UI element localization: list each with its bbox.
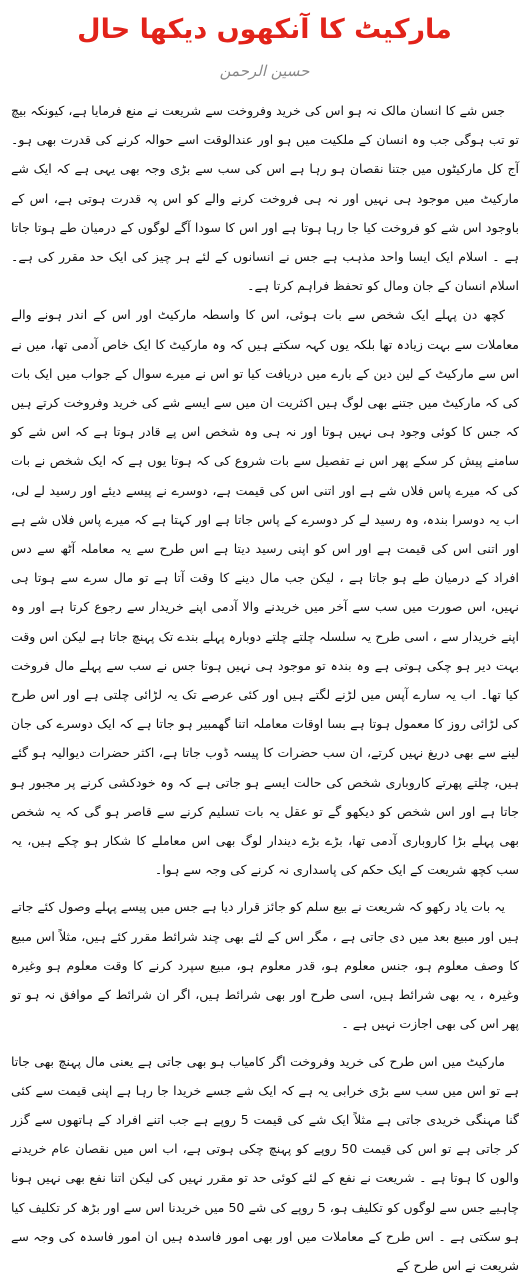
article-title: مارکیٹ کا آنکھوں دیکھا حال (0, 10, 529, 50)
article-body (11, 96, 519, 1280)
paragraph: مارکیٹ میں اس طرح کی خرید وفروخت اگر کامیاب ہو بھی جاتی ہے یعنی مال پہنچ بھی جاتا ہے تو اس میں سب سے بڑی خرابی یہ ہے کہ ایک شے جسے خریدا جا رہا ہے اپنی قیمت سے کئی گنا مہنگی خریدی جاتی ہے مثلاً ایک شے کی قیمت 5 روپے ہے جب اتنے افراد کے ہاتھوں سے گزر کر جاتی ہے تو اس کی قیمت 50 روپے کو پہنچ چکی ہوتی ہے، اب اس میں نقصان عام خریدنے والوں کا ہوتا ہے ۔ شریعت نے نفع کے لئے کوئی حد تو مقرر نہیں کی لیکن اتنا نفع بھی نہیں ہونا چاہیے جس سے لوگوں کو تکلیف ہو، 5 روپے کی شے 50 میں خریدنا اس سے اور بڑھ کر تکلیف کیا ہو سکتی ہے ۔ اس طرح کے معاملات میں اور بھی امور فاسدہ ہیں ان امور فاسدہ کی وجہ سے شریعت نے اس طرح کے (11, 1047, 519, 1280)
paragraph: کچھ دن پہلے ایک شخص سے بات ہوئی، اس کا واسطہ مارکیٹ اور اس کے اندر ہونے والے معاملات سے بہت زیادہ تھا بلکہ یوں کہہ سکتے ہیں کہ وہ مارکیٹ کا ایک خاص آدمی تھا، میں نے اس سے مارکیٹ کے لین دین کے بارے میں دریافت کیا تو اس نے میرے سوال کے جواب میں ایک بات کی کہ مارکیٹ میں جتنے بھی لوگ ہیں اکثریت ان میں سے ایسے شے کی خرید وفروخت کرتے ہیں کہ جس کا کوئی وجود ہی نہیں ہوتا اور نہ ہی وہ شخص اس پے قادر ہوتا ہے کہ اس شے کو سامنے پیش کر سکے پھر اس نے تفصیل سے بات شروع کی کہ ہوتا یوں ہے کہ ایک شخص نے بات کی کہ میرے پاس فلاں شے ہے اور اتنی اس کی قیمت ہے، دوسرے نے پیسے دیئے اور رسید لے لی، اب یہ دوسرا بندہ، وہ رسید لے کر دوسرے کے پاس جاتا ہے اور کہتا ہے کہ میرے پاس فلاں شے ہے اور اتنی اس کی قیمت ہے اور اس کو اپنی رسید دیتا ہے اس طرح سے یہ معاملہ آٹھ سے دس افراد کے درمیان طے ہو جاتا ہے ، لیکن جب مال دینے کا وقت آتا ہے تو مال سرے سے ہوتا ہی نہیں، اس صورت میں سب سے آخر میں خریدنے والا آدمی اپنے خریدار سے رجوع کرتا ہے اور وہ اپنے خریدار سے ، اسی طرح یہ سلسلہ چلتے چلتے دوبارہ پہلے بندے تک پہنچ جاتا ہے لیکن اس وقت بہت دیر ہو چکی ہوتی ہے وہ بندہ تو موجود ہی نہیں ہوتا جس نے سب سے پہلے مال فروخت کیا تھا۔ اب یہ سارے آپس میں لڑنے لگتے ہیں اور کئی عرصے تک یہ لڑائی چلتی ہے اور اس طرح کی لڑائی روز کا معمول ہوتا ہے بسا اوقات معاملہ اتنا گھمبیر ہو جاتا ہے کہ ایک دوسرے کی جان لینے سے بھی دریغ نہیں کرتے، ان سب حضرات کا پیسہ ڈوب جاتا ہے، اکثر حضرات دیوالیہ ہو گئے ہیں، چلتے پھرتے کاروباری شخص کی حالت ایسے ہو جاتی ہے کہ وہ خودکشی کرنے پر مجبور ہو جاتا ہے اور اس شخص کو دیکھو گے تو عقل یہ بات تسلیم کرنے سے قاصر ہو گی کہ یہ شخص بھی پہلے بڑا کاروباری آدمی تھا، بڑے بڑے دیندار لوگ بھی اس معاملے کا شکار ہو چکے ہیں، یہ سب کچھ شریعت کے ایک حکم کی پاسداری نہ کرنے کی وجہ سے ہوا۔ (11, 300, 519, 884)
paragraph: یہ بات یاد رکھو کہ شریعت نے بیع سلم کو جائز قرار دیا ہے جس میں پیسے پہلے وصول کئے جاتے ہیں اور مبیع بعد میں دی جاتی ہے ، مگر اس کے لئے بھی چند شرائط مقرر کئے ہیں، مثلاً اس مبیع کا وصف معلوم ہو، جنس معلوم ہو، قدر معلوم ہو، مبیع سپرد کرنے کا وقت معلوم ہو وغیرہ وغیرہ ، یہ بھی شرائط ہیں، اسی طرح اور بھی شرائط ہیں، اگر ان شرائط کے موافق نہ ہو تو پھر اس کی بھی اجازت نہیں ہے ۔ (11, 892, 519, 1038)
paragraph: جس شے کا انسان مالک نہ ہو اس کی خرید وفروخت سے شریعت نے منع فرمایا ہے، کیونکہ بیچ تو تب ہوگی جب وہ انسان کے ملکیت میں ہو اور عندالوقت اسے حوالہ کرنے کی قدرت بھی ہو۔ آج کل مارکیٹوں میں جتنا نقصان ہو رہا ہے اس کی سب سے بڑی وجہ بھی یہی ہے کہ ایک شے مارکیٹ میں موجود ہی نہیں اور نہ ہی فروخت کرنے والے کو اس پہ قدرت ہوتی ہے، اس کے باوجود اس شے کو فروخت کیا جا رہا ہوتا ہے اور اس کا سودا آگے لوگوں کے درمیان طے ہوتا جاتا ہے ۔ اسلام ایک ایسا واحد مذہب ہے جس نے انسانوں کے لئے ہر چیز کی ایک حد مقرر کی ہے۔ اسلام انسان کے جان ومال کو تحفظ فراہم کرتا ہے۔ (11, 96, 519, 300)
author-name: حسین الرحمن (0, 60, 529, 82)
